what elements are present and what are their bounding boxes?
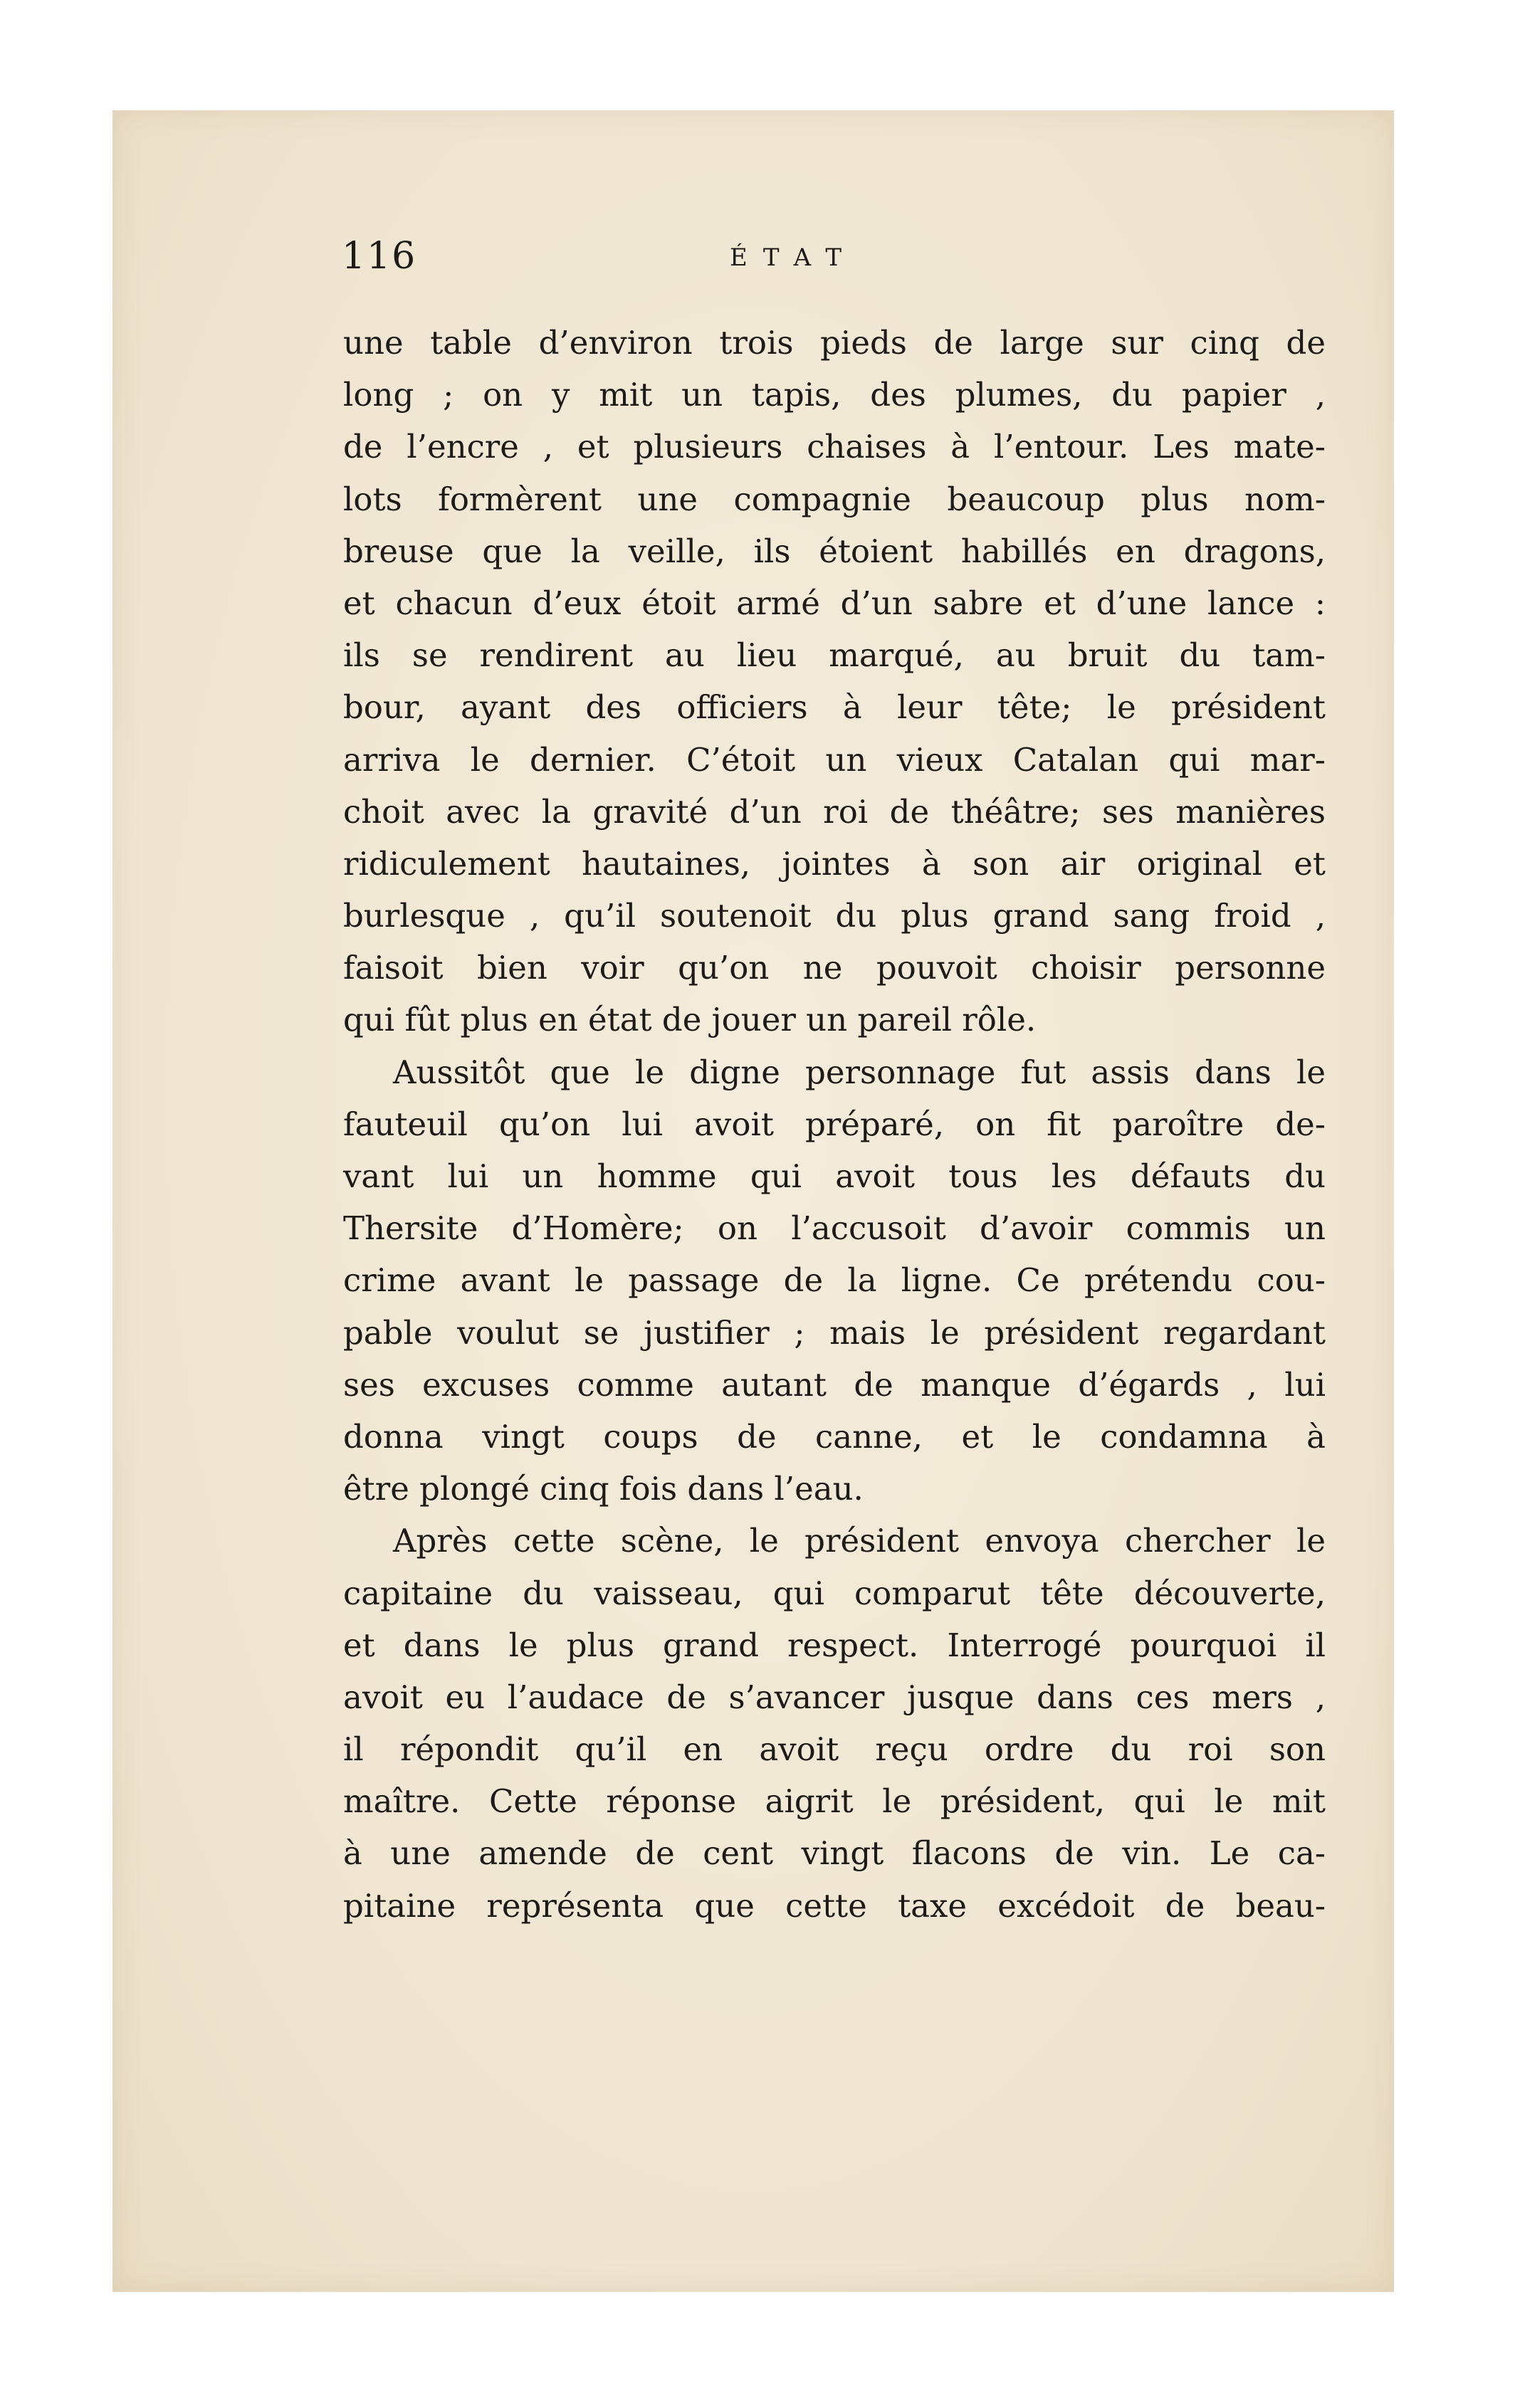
text-line: et dans le plus grand respect. Interrogé pourquoi il — [343, 1626, 1326, 1664]
text-line: donna vingt coups de canne, et le condamna à — [343, 1417, 1326, 1456]
text-line: qui fût plus en état de jouer un pareil rôle. — [343, 1001, 1037, 1039]
paragraph-3 — [343, 1515, 1326, 1932]
page-number: 116 — [342, 235, 417, 278]
text-line: et chacun d’eux étoit armé d’un sabre et d’une lance : — [343, 584, 1326, 622]
text-line: long ; on y mit un tapis, des plumes, du papier , — [343, 376, 1326, 414]
text-line: ils se rendirent au lieu marqué, au bruit du tam- — [343, 636, 1326, 675]
text-line: avoit eu l’audace de s’avancer jusque dans ces mers , — [343, 1678, 1326, 1716]
text-line: bour, ayant des officiers à leur tête; le président — [343, 688, 1326, 727]
text-line: lots formèrent une compagnie beaucoup plus nom- — [343, 480, 1326, 518]
text-line: pable voulut se justifier ; mais le président regardant — [343, 1313, 1326, 1352]
text-line: de l’encre , et plusieurs chaises à l’entour. Les mate- — [343, 428, 1326, 466]
text-line: Aussitôt que le digne personnage fut assis dans le — [393, 1053, 1326, 1091]
text-line: breuse que la veille, ils étoient habillés en dragons, — [343, 532, 1326, 570]
text-line: faisoit bien voir qu’on ne pouvoit choisir personne — [343, 949, 1326, 987]
text-line: choit avec la gravité d’un roi de théâtre; ses manières — [343, 792, 1326, 831]
text-line: burlesque , qu’il soutenoit du plus grand sang froid , — [343, 897, 1326, 935]
text-line: pitaine représenta que cette taxe excédoit de beau- — [343, 1886, 1326, 1925]
text-line: fauteuil qu’on lui avoit préparé, on fit paroître de- — [343, 1105, 1326, 1143]
paragraph-1 — [343, 317, 1326, 1046]
paragraph-2 — [343, 1046, 1326, 1515]
text-line: maître. Cette réponse aigrit le président, qui le mit — [343, 1782, 1326, 1821]
running-head: ÉTAT — [730, 243, 858, 272]
text-line: Après cette scène, le président envoya chercher le — [393, 1522, 1326, 1560]
text-line: ridiculement hautaines, jointes à son air original et — [343, 844, 1326, 883]
text-line: capitaine du vaisseau, qui comparut tête découverte, — [343, 1574, 1326, 1612]
page-header — [342, 235, 1324, 292]
text-line: vant lui un homme qui avoit tous les défauts du — [343, 1157, 1326, 1195]
text-line: à une amende de cent vingt flacons de vin. Le ca- — [343, 1834, 1326, 1873]
text-line: arriva le dernier. C’étoit un vieux Catalan qui mar- — [343, 740, 1326, 779]
text-line: ses excuses comme autant de manque d’égards , lui — [343, 1365, 1326, 1404]
text-line: une table d’environ trois pieds de large sur cinq de — [343, 324, 1326, 362]
text-line: être plongé cinq fois dans l’eau. — [343, 1470, 864, 1508]
body-text — [343, 317, 1326, 1932]
text-line: Thersite d’Homère; on l’accusoit d’avoir commis un — [343, 1209, 1326, 1248]
text-line: crime avant le passage de la ligne. Ce prétendu cou- — [343, 1261, 1326, 1300]
text-line: il répondit qu’il en avoit reçu ordre du roi son — [343, 1730, 1326, 1769]
